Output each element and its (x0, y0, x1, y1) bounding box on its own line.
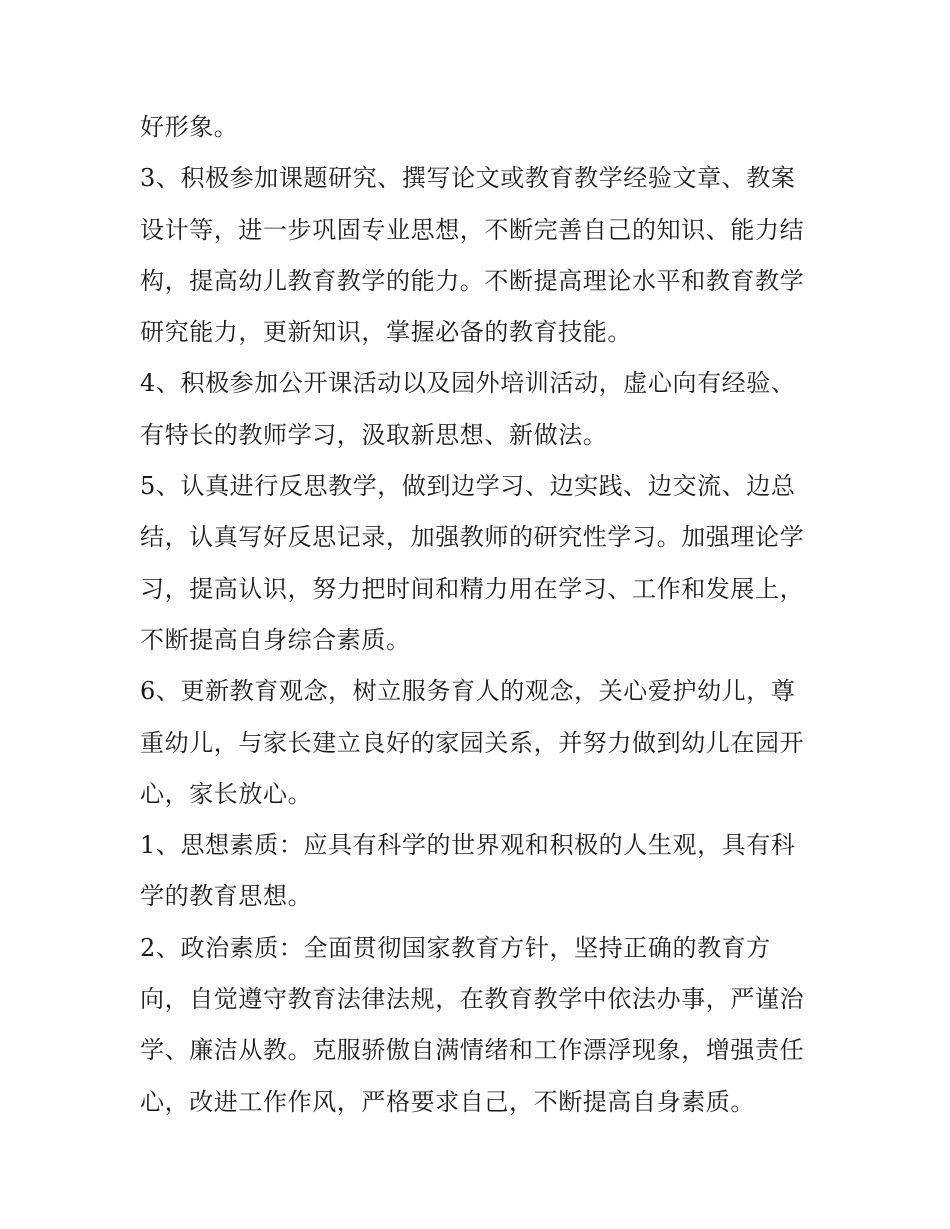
text-line: 心，改进工作作风，严格要求自己，不断提高自身素质。 (140, 1087, 755, 1116)
text-line: 学的教育思想。 (140, 882, 313, 911)
text-line: 结，认真写好反思记录，加强教师的研究性学习。加强理论学 (140, 523, 805, 552)
text-line: 向，自觉遵守教育法律法规，在教育教学中依法办事，严谨治 (140, 985, 805, 1014)
text-line: 1、思想素质：应具有科学的世界观和积极的人生观，具有科 (140, 831, 796, 860)
text-line: 有特长的教师学习，汲取新思想、新做法。 (140, 420, 608, 449)
text-line: 重幼儿，与家长建立良好的家园关系，并努力做到幼儿在园开 (140, 728, 805, 757)
text-line: 2、政治素质：全面贯彻国家教育方针，坚持正确的教育方 (140, 933, 771, 962)
text-line: 研究能力，更新知识，掌握必备的教育技能。 (140, 318, 632, 347)
text-line: 6、更新教育观念，树立服务育人的观念，关心爱护幼儿，尊 (140, 677, 796, 706)
text-line: 构，提高幼儿教育教学的能力。不断提高理论水平和教育教学 (140, 266, 805, 295)
document-body (140, 102, 820, 1128)
text-line: 3、积极参加课题研究、撰写论文或教育教学经验文章、教案 (140, 164, 796, 193)
text-line: 好形象。 (140, 113, 239, 141)
text-line: 不断提高自身综合素质。 (140, 625, 411, 654)
text-line: 学、廉洁从教。克服骄傲自满情绪和工作漂浮现象，增强责任 (140, 1036, 805, 1065)
text-line: 心，家长放心。 (140, 779, 313, 808)
text-line: 设计等，进一步巩固专业思想，不断完善自己的知识、能力结 (140, 215, 805, 244)
text-line: 4、积极参加公开课活动以及园外培训活动，虚心向有经验、 (140, 369, 796, 398)
text-line: 5、认真进行反思教学，做到边学习、边实践、边交流、边总 (140, 472, 796, 501)
text-line: 习，提高认识，努力把时间和精力用在学习、工作和发展上， (140, 574, 805, 603)
